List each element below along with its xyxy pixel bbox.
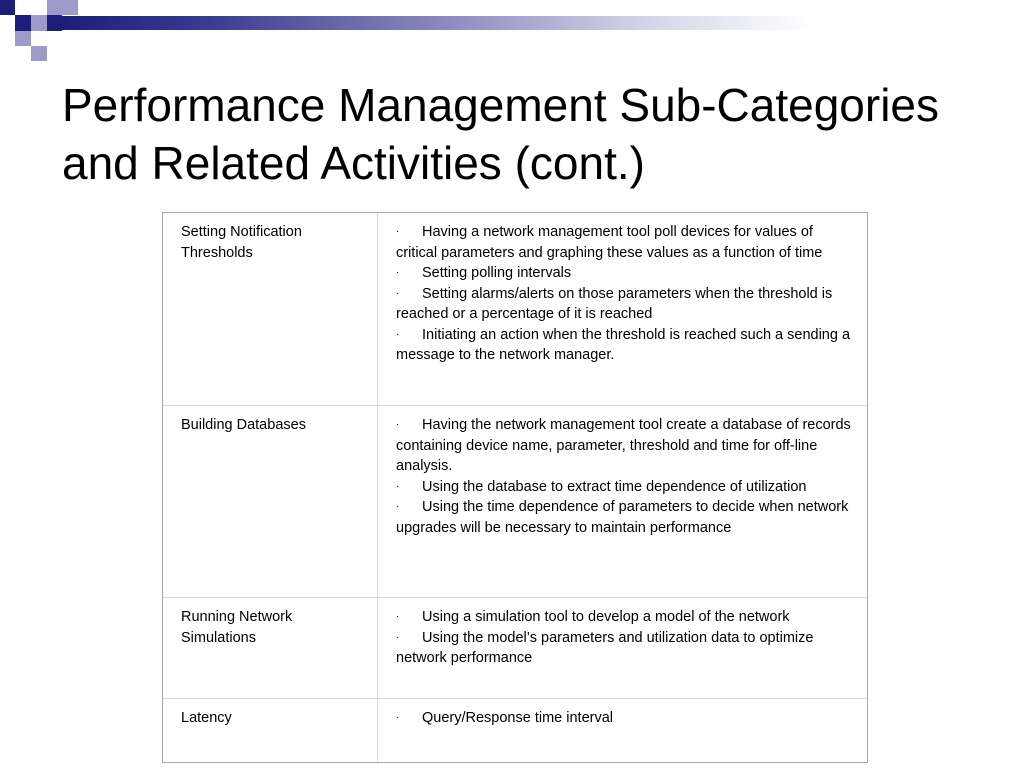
bullet-icon: · <box>396 480 400 492</box>
deco-square <box>47 15 62 31</box>
table-row <box>163 597 867 698</box>
activity-item: · Setting polling intervals <box>396 265 572 281</box>
bullet-icon: · <box>396 631 400 643</box>
bullet-icon: · <box>396 419 400 430</box>
activity-item: · Having the network management tool create a database of records containing device name, parameter, threshold and time for off-line analysis. <box>396 417 851 474</box>
bullet-icon: · <box>396 267 400 278</box>
activity-item: · Query/Response time interval <box>396 710 613 726</box>
category-cell: Running Network Simulations <box>163 598 378 698</box>
activities-table <box>162 212 868 763</box>
deco-square <box>47 0 62 15</box>
table-row <box>163 698 867 762</box>
activity-item: · Having a network management tool poll devices for values of critical parameters and graphing these values as a function of time <box>396 224 823 261</box>
header-decoration <box>0 0 1024 70</box>
activity-item: · Using the model’s parameters and utilization data to optimize network performance <box>396 629 814 666</box>
activity-item: · Initiating an action when the threshold is reached such a sending a message to the network manager. <box>396 326 851 363</box>
table-row <box>163 405 867 597</box>
deco-square <box>0 0 15 15</box>
bullet-icon: · <box>396 287 400 299</box>
deco-square <box>15 15 31 31</box>
category-cell: Latency <box>163 699 378 762</box>
category-cell: Setting Notification Thresholds <box>163 213 378 405</box>
bullet-icon: · <box>396 226 400 237</box>
category-cell: Building Databases <box>163 406 378 597</box>
deco-square <box>15 31 31 46</box>
activity-item: · Using a simulation tool to develop a model of the network <box>396 609 790 625</box>
deco-square <box>62 0 78 15</box>
activity-item: · Setting alarms/alerts on those parameters when the threshold is reached or a percentage of it is reached <box>396 285 833 322</box>
deco-square <box>31 15 47 31</box>
activity-item: · Using the database to extract time dependence of utilization <box>396 478 807 495</box>
activities-cell <box>378 699 867 762</box>
slide-title: Performance Management Sub-Categories and Related Activities (cont.) <box>62 79 940 189</box>
table-row <box>163 213 867 405</box>
header-gradient-bar <box>62 16 1024 30</box>
bullet-icon: · <box>396 712 400 723</box>
activities-cell <box>378 213 867 405</box>
activities-cell <box>378 406 867 597</box>
deco-square <box>31 46 47 61</box>
activity-item: · Using the time dependence of parameters to decide when network upgrades will be necessary to maintain performance <box>396 499 849 536</box>
bullet-icon: · <box>396 501 400 512</box>
bullet-icon: · <box>396 328 400 340</box>
activities-cell <box>378 598 867 698</box>
bullet-icon: · <box>396 611 400 622</box>
